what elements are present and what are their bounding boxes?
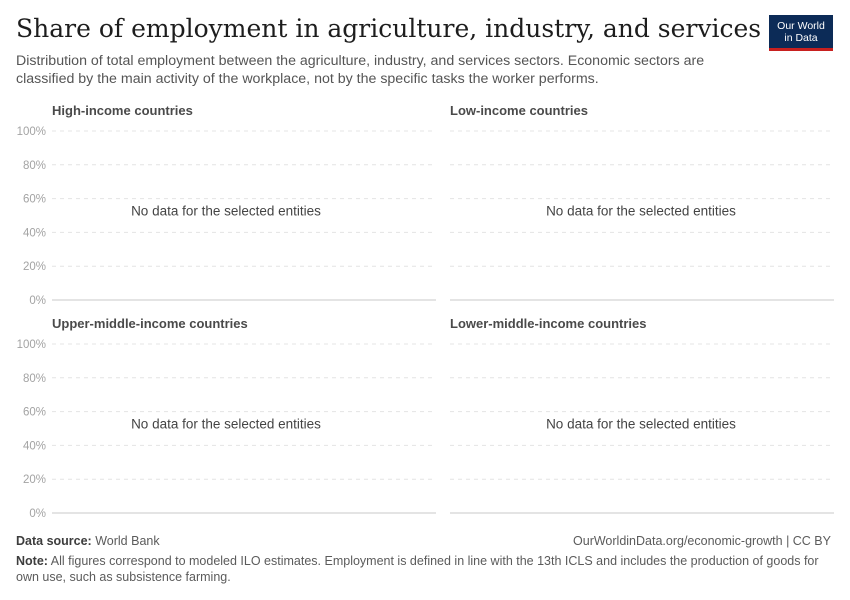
y-tick-label: 100% (16, 126, 46, 138)
panel-title: Low-income countries (450, 103, 588, 118)
panel-title: High-income countries (52, 103, 193, 118)
y-tick-label: 60% (22, 406, 46, 419)
y-tick-label: 100% (16, 339, 46, 351)
panel-title: Lower-middle-income countries (450, 316, 647, 331)
panel-3 (17, 316, 436, 520)
no-data-message: No data for the selected entities (131, 416, 321, 432)
y-tick-label: 40% (22, 227, 46, 240)
y-tick-label: 40% (22, 440, 46, 453)
data-source (16, 534, 160, 548)
chart-title: Share of employment in agriculture, industry, and services (16, 14, 762, 43)
y-tick-label: 60% (22, 193, 46, 206)
no-data-message: No data for the selected entities (546, 203, 736, 219)
panel-4 (417, 316, 834, 520)
y-tick-label: 80% (22, 159, 46, 172)
y-tick-label: 80% (22, 372, 46, 385)
panel-title: Upper-middle-income countries (52, 316, 248, 331)
data-source-value: World Bank (95, 534, 160, 548)
no-data-message: No data for the selected entities (546, 416, 736, 432)
note-text: All figures correspond to modeled ILO estimates. Employment is defined in line with the 13th ICLS and includes the production of goods for own use, such as subsistence farming. (16, 554, 819, 584)
logo-line-2: in Data (784, 32, 818, 44)
y-tick-label: 0% (29, 295, 46, 307)
source-url-link[interactable]: OurWorldinData.org/economic-growth | CC BY (573, 534, 831, 548)
note-label: Note: (16, 554, 48, 568)
footer-note (16, 553, 834, 585)
chart-subtitle: Distribution of total employment between the agriculture, industry, and services sectors. Economic sectors are classified by the main activity of the workplace, not by the specific tasks the worker performs. (16, 53, 705, 87)
y-tick-label: 20% (22, 474, 46, 487)
panel-2 (417, 103, 834, 307)
y-tick-label: 20% (22, 261, 46, 274)
panel-1 (17, 103, 436, 307)
data-source-label: Data source: (16, 534, 92, 548)
y-tick-label: 0% (29, 508, 46, 520)
no-data-message: No data for the selected entities (131, 203, 321, 219)
logo-line-1: Our World (777, 20, 825, 32)
